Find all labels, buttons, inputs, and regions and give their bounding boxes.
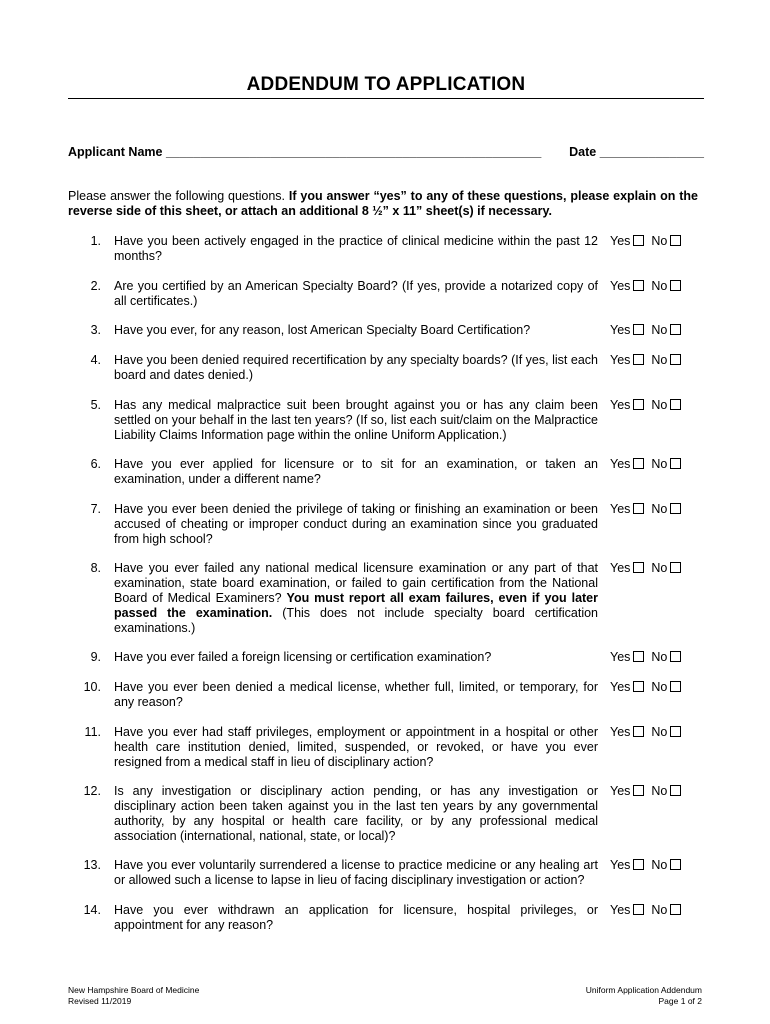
question-text: Have you ever been denied the privilege of taking or finishing an examination or been accused of cheating or improper conduct during an examination since you graduated from high school? bbox=[114, 502, 598, 546]
question-number: 11. bbox=[84, 725, 101, 739]
applicant-name-label: Applicant Name bbox=[68, 145, 163, 159]
footer-board-name: New Hampshire Board of Medicine bbox=[68, 985, 200, 995]
yes-checkbox[interactable] bbox=[633, 354, 644, 365]
answer-options bbox=[610, 323, 681, 338]
instructions-bold-text: If you answer “yes” to any of these questions, please explain on the reverse side of this sheet, or attach an additional 8 ½” x 11” sheet(s) if necessary. bbox=[68, 189, 698, 218]
question-number: 6. bbox=[90, 457, 101, 471]
applicant-line bbox=[68, 145, 704, 159]
yes-checkbox[interactable] bbox=[633, 681, 644, 692]
answer-options bbox=[610, 398, 681, 413]
no-checkbox[interactable] bbox=[670, 280, 681, 291]
yes-checkbox[interactable] bbox=[633, 458, 644, 469]
yes-label: Yes bbox=[610, 903, 631, 917]
yes-label: Yes bbox=[610, 398, 631, 412]
yes-label: Yes bbox=[610, 784, 631, 798]
answer-options bbox=[610, 457, 681, 472]
yes-checkbox[interactable] bbox=[633, 859, 644, 870]
no-label: No bbox=[651, 680, 668, 694]
answer-options bbox=[610, 561, 681, 576]
footer-document-name: Uniform Application Addendum bbox=[585, 985, 702, 995]
question-text: Has any medical malpractice suit been brought against you or has any claim been settled on your behalf in the last ten years? (If so, list each suit/claim on the Malpractice Liability Claims Information page within the online Uniform Application.) bbox=[114, 398, 598, 442]
no-label: No bbox=[651, 502, 668, 516]
answer-options bbox=[610, 234, 681, 249]
instructions bbox=[68, 189, 698, 219]
question-number: 14. bbox=[83, 903, 101, 917]
page-title: ADDENDUM TO APPLICATION bbox=[246, 74, 526, 95]
no-label: No bbox=[651, 234, 668, 248]
no-checkbox[interactable] bbox=[670, 785, 681, 796]
no-checkbox[interactable] bbox=[670, 859, 681, 870]
yes-label: Yes bbox=[610, 858, 631, 872]
yes-checkbox[interactable] bbox=[633, 562, 644, 573]
yes-checkbox[interactable] bbox=[633, 651, 644, 662]
yes-label: Yes bbox=[610, 561, 631, 575]
instructions-text: Please answer the following questions. bbox=[68, 189, 289, 203]
no-label: No bbox=[651, 650, 668, 664]
question-number: 13. bbox=[83, 858, 101, 872]
answer-options bbox=[610, 680, 681, 695]
answer-options bbox=[610, 650, 681, 665]
question-number: 5. bbox=[90, 398, 101, 412]
question-text-main: Have you ever failed any national medical licensure examination or any part of that examination, state board examination, or failed to gain certification from the National Board of Medical Examiners? bbox=[114, 561, 598, 605]
question-text: Have you been actively engaged in the practice of clinical medicine within the past 12 months? bbox=[114, 234, 598, 263]
no-checkbox[interactable] bbox=[670, 235, 681, 246]
question-number: 2. bbox=[90, 279, 101, 293]
yes-checkbox[interactable] bbox=[633, 726, 644, 737]
question-text: Are you certified by an American Specialty Board? (If yes, provide a notarized copy of all certificates.) bbox=[114, 279, 598, 308]
no-checkbox[interactable] bbox=[670, 458, 681, 469]
no-checkbox[interactable] bbox=[670, 562, 681, 573]
question-number: 1. bbox=[90, 234, 101, 248]
question-text: Have you ever applied for licensure or to sit for an examination, or taken an examination, under a different name? bbox=[114, 457, 598, 486]
title-rule bbox=[68, 98, 704, 99]
yes-label: Yes bbox=[610, 353, 631, 367]
no-label: No bbox=[651, 858, 668, 872]
no-checkbox[interactable] bbox=[670, 354, 681, 365]
footer-right bbox=[586, 985, 702, 1007]
date-group bbox=[569, 145, 704, 159]
yes-label: Yes bbox=[610, 234, 631, 248]
answer-options bbox=[610, 279, 681, 294]
yes-checkbox[interactable] bbox=[633, 280, 644, 291]
question-number: 12. bbox=[83, 784, 101, 798]
applicant-name-field[interactable]: ______________________________________________________ bbox=[165, 145, 542, 159]
no-checkbox[interactable] bbox=[670, 399, 681, 410]
question-number: 10. bbox=[83, 680, 101, 694]
yes-label: Yes bbox=[610, 279, 631, 293]
question-text: Have you ever, for any reason, lost American Specialty Board Certification? bbox=[114, 323, 531, 337]
no-checkbox[interactable] bbox=[670, 726, 681, 737]
question-number: 9. bbox=[90, 650, 101, 664]
no-label: No bbox=[651, 457, 668, 471]
yes-label: Yes bbox=[610, 502, 631, 516]
question-text-tail: (This does not include specialty board certification examinations.) bbox=[114, 606, 599, 635]
answer-options bbox=[610, 858, 681, 873]
question-text: Have you ever had staff privileges, employment or appointment in a hospital or other health care institution denied, limited, suspended, or revoked, or have you ever resigned from a medical staff in lieu of disciplinary action? bbox=[114, 725, 598, 769]
date-label: Date bbox=[569, 145, 597, 159]
answer-options bbox=[610, 353, 681, 368]
no-label: No bbox=[651, 784, 668, 798]
no-label: No bbox=[651, 398, 668, 412]
no-label: No bbox=[651, 725, 668, 739]
no-checkbox[interactable] bbox=[670, 651, 681, 662]
question-text bbox=[114, 561, 598, 636]
answer-options bbox=[610, 784, 681, 799]
yes-label: Yes bbox=[610, 650, 631, 664]
yes-checkbox[interactable] bbox=[633, 503, 644, 514]
answer-options bbox=[610, 903, 681, 918]
no-label: No bbox=[651, 903, 668, 917]
yes-label: Yes bbox=[610, 725, 631, 739]
question-text: Have you ever failed a foreign licensing or certification examination? bbox=[114, 650, 492, 664]
yes-label: Yes bbox=[610, 680, 631, 694]
no-checkbox[interactable] bbox=[670, 324, 681, 335]
question-text: Have you been denied required recertification by any specialty boards? (If yes, list each board and dates denied.) bbox=[114, 353, 598, 382]
question-text-bold: You must report all exam failures, even if you later passed the examination. bbox=[114, 591, 598, 620]
answer-options bbox=[610, 502, 681, 517]
question-number: 3. bbox=[90, 323, 101, 337]
no-label: No bbox=[651, 561, 668, 575]
no-label: No bbox=[651, 323, 668, 337]
question-number: 4. bbox=[90, 353, 101, 367]
yes-label: Yes bbox=[610, 323, 631, 337]
answer-options bbox=[610, 725, 681, 740]
no-checkbox[interactable] bbox=[670, 503, 681, 514]
footer-revision: Revised 11/2019 bbox=[68, 996, 132, 1006]
yes-label: Yes bbox=[610, 457, 631, 471]
date-field[interactable]: _______________ bbox=[599, 145, 704, 159]
no-checkbox[interactable] bbox=[670, 904, 681, 915]
no-checkbox[interactable] bbox=[670, 681, 681, 692]
question-number: 7. bbox=[90, 502, 101, 516]
yes-checkbox[interactable] bbox=[633, 399, 644, 410]
footer-page-number: Page 1 of 2 bbox=[658, 996, 702, 1006]
question-number: 8. bbox=[90, 561, 101, 575]
yes-checkbox[interactable] bbox=[633, 904, 644, 915]
footer-left bbox=[68, 985, 199, 1007]
question-text: Have you ever withdrawn an application for licensure, hospital privileges, or appointment for any reason? bbox=[114, 903, 598, 932]
no-label: No bbox=[651, 353, 668, 367]
question-text: Have you ever been denied a medical license, whether full, limited, or temporary, for any reason? bbox=[114, 680, 598, 709]
no-label: No bbox=[651, 279, 668, 293]
yes-checkbox[interactable] bbox=[633, 785, 644, 796]
question-text: Have you ever voluntarily surrendered a license to practice medicine or any healing art or allowed such a license to lapse in lieu of facing disciplinary investigation or action? bbox=[114, 858, 598, 887]
yes-checkbox[interactable] bbox=[633, 324, 644, 335]
question-text: Is any investigation or disciplinary action pending, or has any investigation or disciplinary action been taken against you in the last ten years by any governmental authority, by any hospital or health care facility, or by any professional medical association (international, national, state, or local)? bbox=[114, 784, 598, 843]
yes-checkbox[interactable] bbox=[633, 235, 644, 246]
